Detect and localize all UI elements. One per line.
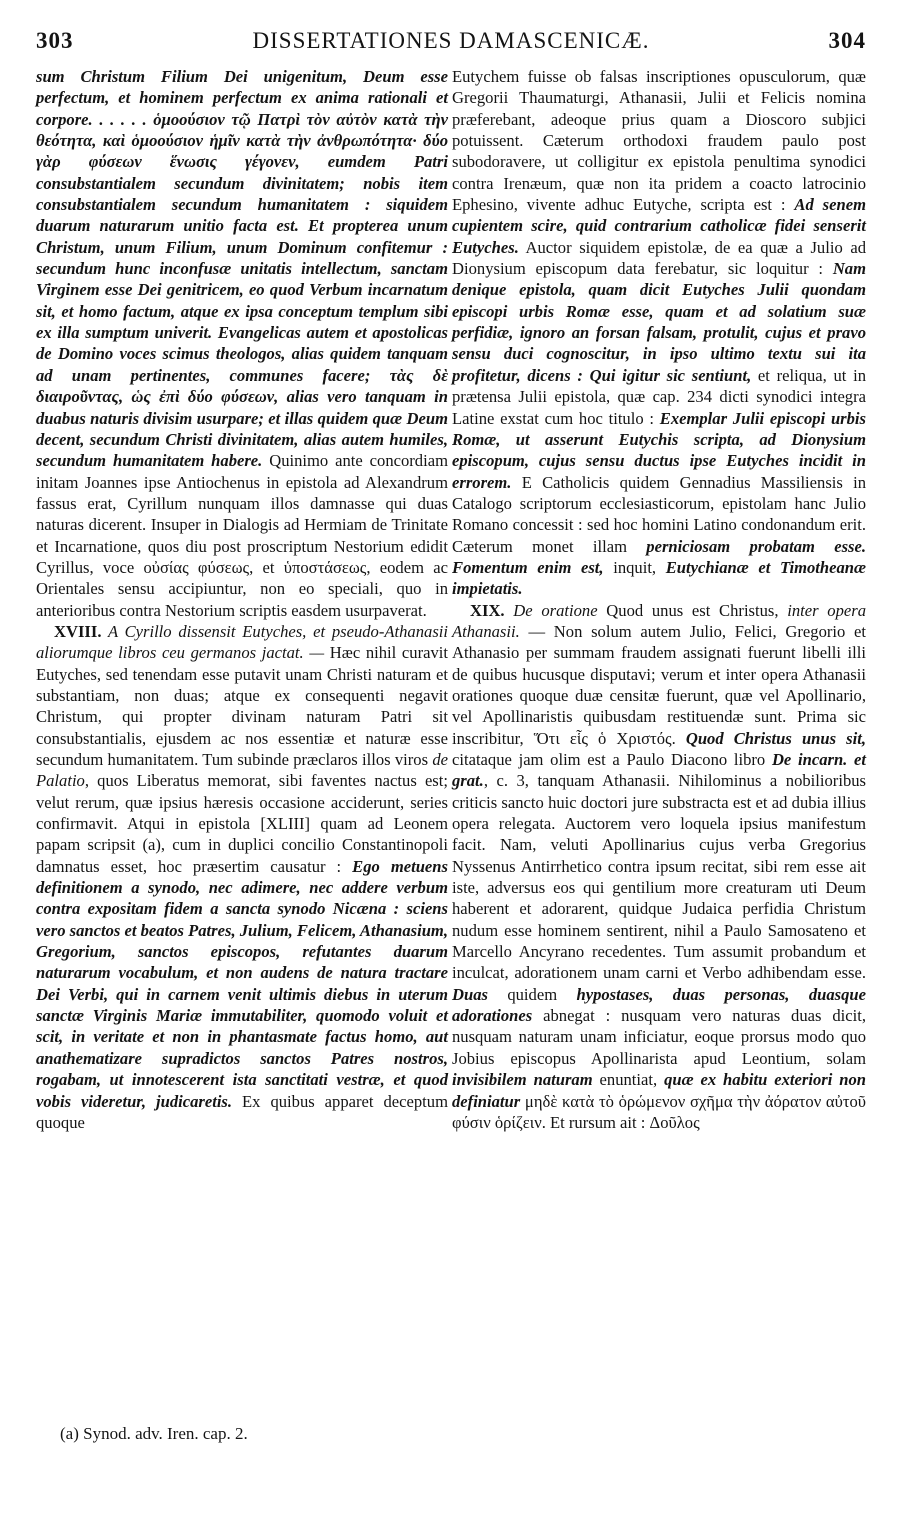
paragraph-text: quidem bbox=[487, 984, 577, 1004]
italic-quote: Eutychianæ et Timotheanæ impietatis. bbox=[452, 557, 866, 599]
paragraph-text: abnegat : nusquam vero naturas duas dicit, nusquam naturam unam inficiatur, eoque prorsus modo quo Jobius episcopus Apollinarista apud Leontium, solam bbox=[452, 1006, 866, 1068]
footnote: (a) Synod. adv. Iren. cap. 2. bbox=[60, 1424, 248, 1443]
section-heading: inter opera Athanasii. bbox=[452, 600, 866, 641]
page-header bbox=[36, 28, 866, 62]
section-heading: A Cyrillo dissensit Eutyches, et pseudo-Athanasii aliorumque libros ceu germanos jactat. — bbox=[36, 621, 448, 663]
paragraph-cyril-quote bbox=[36, 66, 448, 621]
italic-quote: Exemplar Julii episcopi urbis Romæ, ut asserunt Eutychis scripta, ad Dionysium episcopum, cujus sensu ductus ipse Eutyches incidit in errorem. bbox=[452, 408, 866, 492]
italic-term: invisibilem naturam bbox=[452, 1070, 593, 1090]
page-number-right: 304 bbox=[828, 28, 866, 53]
section-heading-text: Quod unus est Christus, bbox=[597, 600, 788, 620]
section-xviii bbox=[36, 621, 448, 1133]
paragraph-text: enuntiat, bbox=[592, 1070, 665, 1090]
paragraph-text: — Non solum autem Julio, Felici, Gregorio et Athanasio per summam fraudem assignati fuerunt libelli illi de quibus hucusque disputavi; verum et inter opera Athanasii orationes quoque duæ censitæ fuerunt, quæ vel Apollinario, vel Apollinaristis quibusdam restituendæ sunt. Prima sic inscribitur, Ὅτι εἷς ὁ Χριστός. bbox=[452, 621, 866, 748]
running-title: DISSERTATIONES DAMASCENICÆ. bbox=[252, 28, 650, 53]
italic-quote: perniciosam probatam esse. Fomentum enim est, bbox=[452, 536, 866, 577]
paragraph-text: Eutychem fuisse ob falsas inscriptiones opusculorum, quæ Gregorii Thaumaturgi, Athanasii, Julii et Felicis nomina præferebant, adeoque prius quam a Dioscoro subjici potuissent. Cæterum orthodoxi fraudem paulo post subodoravere, ut colligitur ex epistola penultima synodici contra Irenæum, quæ non ita pridem a coacto latrocinio Ephesino, vivente adhuc Eutyche, scripta est : bbox=[452, 67, 866, 215]
italic-quote: Ad senem cupientem scire, quid contrarium catholicæ fidei senserit Eutyches. bbox=[452, 195, 866, 257]
paragraph-text: et reliqua, ut in prætensa Julii epistola, quæ cap. 234 dicti synodici integra Latine exstat cum hoc titulo : bbox=[452, 365, 866, 428]
left-column bbox=[36, 66, 448, 1133]
paragraph-text: Hæc nihil curavit Eutyches, sed tenendam esse putavit unam Christi naturam et substantiam, non duas; atque ex consequenti negavit Christum, qui propter divinam naturam Patri sit consubstantialis, ejusdem ac nos essentiæ et naturæ esse secundum humanitatem. Tum subinde præclaros illos viros bbox=[36, 643, 449, 769]
italic-quote: Nam denique epistola, quam dicit Eutyches Julii quondam episcopi urbis Romæ esse, quam et ad solatium suæ perfidiæ, ignoro an forsan falsam, protulit, cujus et pravo sensu duci cognoscitur, in ipso ultimo textu sui ita profitetur, dicens : Qui igitur sic sentiunt, bbox=[452, 259, 866, 385]
paragraph-text: μηδὲ κατὰ τὸ ὁρώμενον σχῆμα τὴν ἀόρατον αὐτοῦ φύσιν ὁρίζειν. Et rursum ait : Δοῦλος bbox=[452, 1091, 866, 1132]
paragraph-text: citataque jam olim est a Paulo Diacono libro bbox=[452, 750, 772, 769]
paragraph-eutyches bbox=[452, 66, 866, 600]
section-number: XVIII. bbox=[54, 621, 102, 641]
section-number: XIX. bbox=[470, 600, 505, 620]
paragraph-text: Quinimo ante concordiam initam Joannes ipse Antiochenus in epistola ad Alexandrum fassus erat, Cyrillum nunquam illos damnasse qui duas naturas dicerent. Insuper in Dialogis ad Hermiam de Trinitate et Incarnatione, quos diu post proscriptum Nestorium edidit Cyrillus, voce οὐσίας φύσεως, et ὑποστάσεως, eodem ac Orientales sensu accipiuntur, non eo speciali, quo in anterioribus contra Nestorium scriptis easdem usurpaverat. bbox=[36, 451, 448, 620]
paragraph-text: Auctor siquidem epistolæ, de ea quæ a Julio ad Dionysium episcopum data ferebatur, sic loquitur : bbox=[452, 237, 866, 279]
italic-term: quæ ex habitu exteriori non definiatur bbox=[452, 1070, 866, 1111]
section-heading: De oratione bbox=[504, 600, 598, 620]
eutyches-quote: Ego metuens definitionem a synodo, nec adimere, nec addere verbum contra expositam fidem a sancta synodo Nicæna : sciens vero sanctos et beatos Patres, Julium, Felicem, Athanasium, Gregorium, sanctos episcopos, refutantes duarum naturarum vocabulum, et non audens de natura tractare Dei Verbi, qui in carnem venit ultimis diebus in uterum sanctæ Virginis Mariæ immutabiliter, quomodo voluit et scit, in veritate et non in phantasmate factus homo, aut anathematizare supradictos sanctos Patres nostros, rogabam, ut innotescerent ista sanctitati vestræ, et quod vobis videretur, judicaretis. bbox=[36, 856, 448, 1111]
paragraph-text: Ex quibus apparet deceptum quoque bbox=[36, 1091, 448, 1132]
page-number-left: 303 bbox=[36, 28, 74, 53]
cyril-quote-text: sum Christum Filium Dei unigenitum, Deum esse perfectum, et hominem perfectum ex anima rationali et corpore. . . . . . ὁμοούσιον τῷ Πατρὶ τὸν αὐτὸν κατὰ τὴν θεότητα, καὶ ὁμοούσιον ἡμῖν κατὰ τὴν ἀνθρωπότητα· δύο γὰρ φύσεων ἕνωσις γέγονεν, eumdem Patri consubstantialem secundum divinitatem; nobis item consubstantialem secundum humanitatem : siquidem duarum naturarum unitio facta est. Et propterea unum Christum, unum Filium, unum Dominum confitemur : secundum hunc inconfusæ unitatis intellectum, sanctam Virginem esse Dei genitricem, eo quod Verbum incarnatum sit, et homo factum, atque ex ipsa conceptum templum sibi ex illa sumptum univerit. Evangelicas autem et apostolicas de Domino voces scimus theologos, alias quidem tanquam ad unam pertinentes, communes facere; τὰς δὲ διαιροῦντας, ὡς ἐπὶ δύο φύσεων, alias vero tanquam in duabus naturis divisim usurpare; et illas quidem quæ Deum decent, secundum Christi divinitatem, alias autem humiles, secundum humanitatem habere. bbox=[36, 67, 448, 471]
right-column bbox=[452, 66, 866, 1133]
paragraph-text: , quos Liberatus memorat, sibi faventes nactus est; velut rerum, quæ ipsius hæresis occasione acciderunt, series confirmavit. Atqui in epistola [XLIII] quam ad Leonem papam scripsit (a), cum in duplici concilio Constantinopoli damnatus esset, hoc præsertim causatur : bbox=[36, 771, 448, 876]
section-xix bbox=[452, 600, 866, 1134]
paragraph-text: E Catholicis quidem Gennadius Massiliensis in Catalogo scriptorum ecclesiasticorum, epistolam hanc Julio Romano concessit : sed hoc homini Latino condonandum erit. Cæterum monet illam bbox=[452, 472, 866, 556]
italic-term: Duas bbox=[452, 984, 488, 1004]
italic-term: de Palatio bbox=[36, 750, 448, 791]
italic-term: hypostases, duas personas, duasque adorationes bbox=[452, 984, 866, 1026]
italic-reference: De incarn. et grat. bbox=[452, 750, 866, 791]
paragraph-text: , c. 3, tanquam Athanasii. Nihilominus a nobilioribus criticis sancto huic doctori jure substracta est et ad dubia illius opera relegata. Auctorem vero loquela ipsius manifestum facit. Nam, veluti Apollinarius cujus verba Gregorius Nyssenus Antirrhetico contra ipsum recitat, sibi rem esse ait iste, adversus eos qui gentilium more creaturam uti Deum haberent et adorarent, quidque Judaica perfidia Christum nudum esse hominem sentirent, nihil a Paulo Samosateno et Marcello Ancyrano recedentes. Tum assumit probandum et inculcat, adorationem unam carni et Verbo adhibendam esse. bbox=[452, 771, 866, 983]
paragraph-text: inquit, bbox=[603, 557, 666, 577]
italic-title: Quod Christus unus sit, bbox=[685, 728, 867, 748]
